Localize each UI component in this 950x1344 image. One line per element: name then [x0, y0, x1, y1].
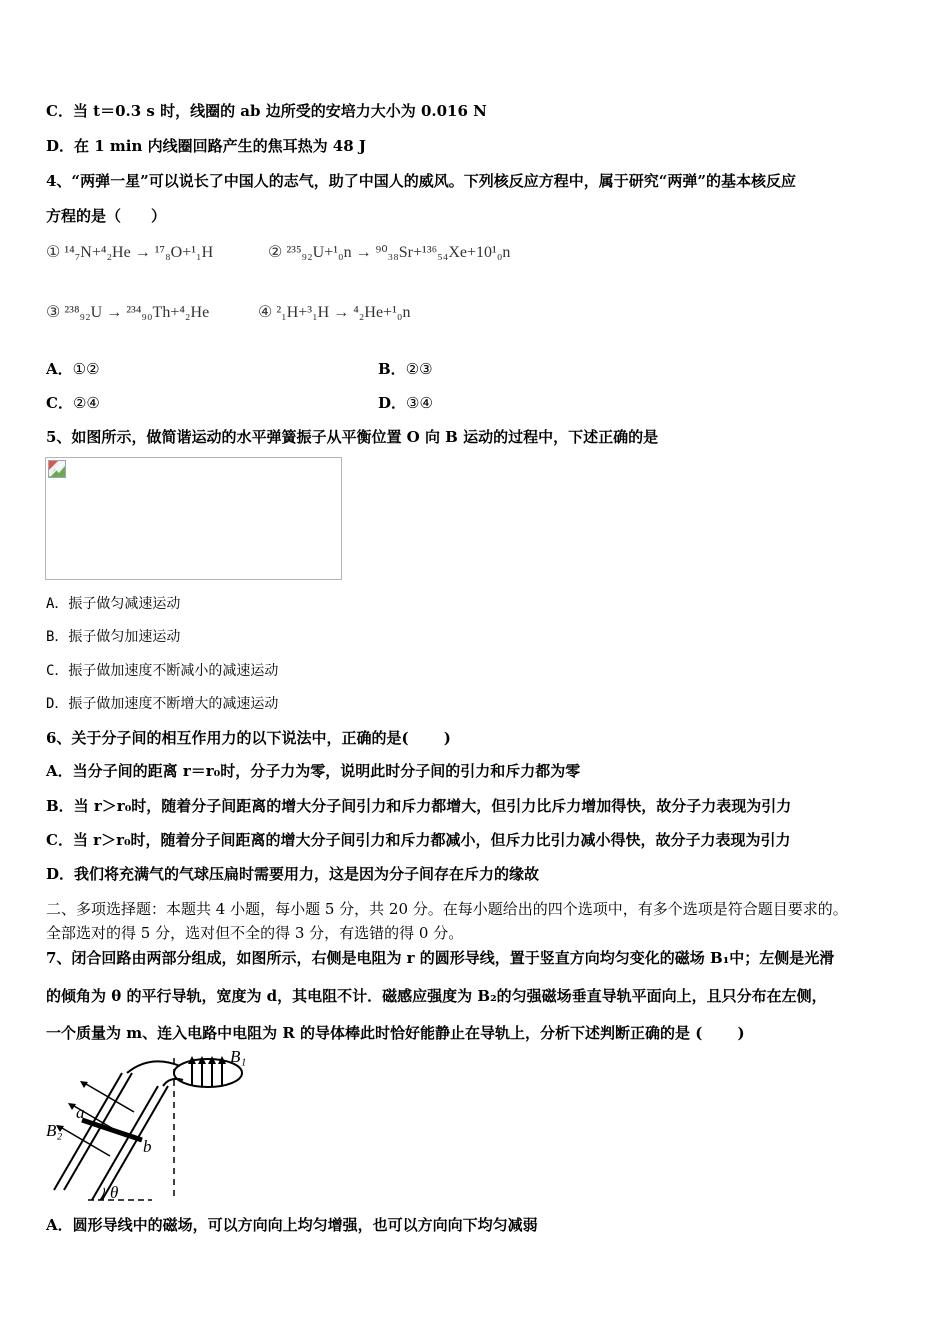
q7-line1: 7、闭合回路由两部分组成，如图所示，右侧是电阻为 r 的圆形导线，置于竖直方向均匀变化的磁场 B₁中；左侧是光滑: [46, 949, 835, 967]
q6-stem: 6、关于分子间的相互作用力的以下说法中，正确的是( ): [46, 729, 451, 747]
q6-option-d: D．我们将充满气的气球压扁时需要用力，这是因为分子间存在斥力的缘故: [46, 865, 540, 883]
equation-number: ①: [46, 244, 61, 261]
q7-option-a: A．圆形导线中的磁场，可以方向向上均匀增强，也可以方向向下均匀减弱: [46, 1216, 538, 1234]
equation-text: ²³⁸₉₂U → ²³⁴₉₀Th+⁴₂He: [64, 304, 210, 321]
equation-text: ¹⁴₇N+⁴₂He → ¹⁷₈O+¹₁H: [64, 244, 214, 261]
label-b1: B₁: [230, 1048, 247, 1066]
q5-option-d: D．振子做加速度不断增大的减速运动: [46, 696, 279, 712]
equation-number: ③: [46, 304, 61, 321]
q4-equation-3: [46, 302, 209, 322]
q5-option-a: A．振子做匀减速运动: [46, 596, 181, 612]
broken-image-icon: [48, 460, 66, 478]
q7-line2: 的倾角为 θ 的平行导轨，宽度为 d，其电阻不计．磁感应强度为 B₂的匀强磁场垂直导轨平面向上，且只分布在左侧，: [46, 987, 827, 1005]
q7-circuit-figure: [40, 1048, 270, 1204]
q4-equation-1: [46, 242, 213, 262]
q4-equation-2: [268, 242, 510, 262]
label-b: b: [143, 1137, 152, 1156]
q5-figure-placeholder: [45, 457, 342, 580]
section2-line1: 二、多项选择题：本题共 4 小题，每小题 5 分，共 20 分。在每小题给出的四个选项中，有多个选项是符合题目要求的。: [46, 900, 848, 918]
q4-option-d: D．③④: [378, 394, 433, 412]
q3-option-c: C．当 t＝0.3 s 时，线圈的 ab 边所受的安培力大小为 0.016 N: [46, 102, 487, 120]
equation-number: ④: [258, 304, 273, 321]
q4-option-b: B．②③: [378, 360, 433, 378]
equation-text: ²₁H+³₁H → ⁴₂He+¹₀n: [276, 304, 411, 321]
q5-option-c: C．振子做加速度不断减小的减速运动: [46, 663, 279, 679]
q4-option-c: C．②④: [46, 394, 100, 412]
q5-option-b: B．振子做匀加速运动: [46, 629, 181, 645]
equation-number: ②: [268, 244, 283, 261]
equation-text: ²³⁵₉₂U+¹₀n → ⁹⁰₃₈Sr+¹³⁶₅₄Xe+10¹₀n: [286, 244, 511, 261]
q6-option-a: A．当分子间的距离 r＝r₀时，分子力为零，说明此时分子间的引力和斥力都为零: [46, 762, 581, 780]
q4-stem-line2: 方程的是（ ）: [46, 207, 167, 225]
q4-stem-line1: 4、“两弹一星”可以说长了中国人的志气，助了中国人的威风。下列核反应方程中，属于研究“两弹”的基本核反应: [46, 172, 796, 190]
q4-equation-4: [258, 302, 410, 322]
label-b2: B₂: [46, 1121, 63, 1140]
section2-line2: 全部选对的得 5 分，选对但不全的得 3 分，有选错的得 0 分。: [46, 924, 464, 942]
q3-option-d: D．在 1 min 内线圈回路产生的焦耳热为 48 J: [46, 137, 367, 155]
q5-stem: 5、如图所示，做简谐运动的水平弹簧振子从平衡位置 O 向 B 运动的过程中，下述正确的是: [46, 428, 659, 446]
label-theta: θ: [110, 1183, 119, 1202]
q6-option-b: B．当 r＞r₀时，随着分子间距离的增大分子间引力和斥力都增大，但引力比斥力增加得快，故分子力表现为引力: [46, 797, 792, 815]
q6-option-c: C．当 r＞r₀时，随着分子间距离的增大分子间引力和斥力都减小，但斥力比引力减小得快，故分子力表现为引力: [46, 831, 791, 849]
q7-line3: 一个质量为 m、连入电路中电阻为 R 的导体棒此时恰好能静止在导轨上，分析下述判断正确的是 ( ): [46, 1024, 745, 1042]
q4-option-a: A．①②: [46, 360, 100, 378]
label-a: a: [76, 1103, 85, 1122]
